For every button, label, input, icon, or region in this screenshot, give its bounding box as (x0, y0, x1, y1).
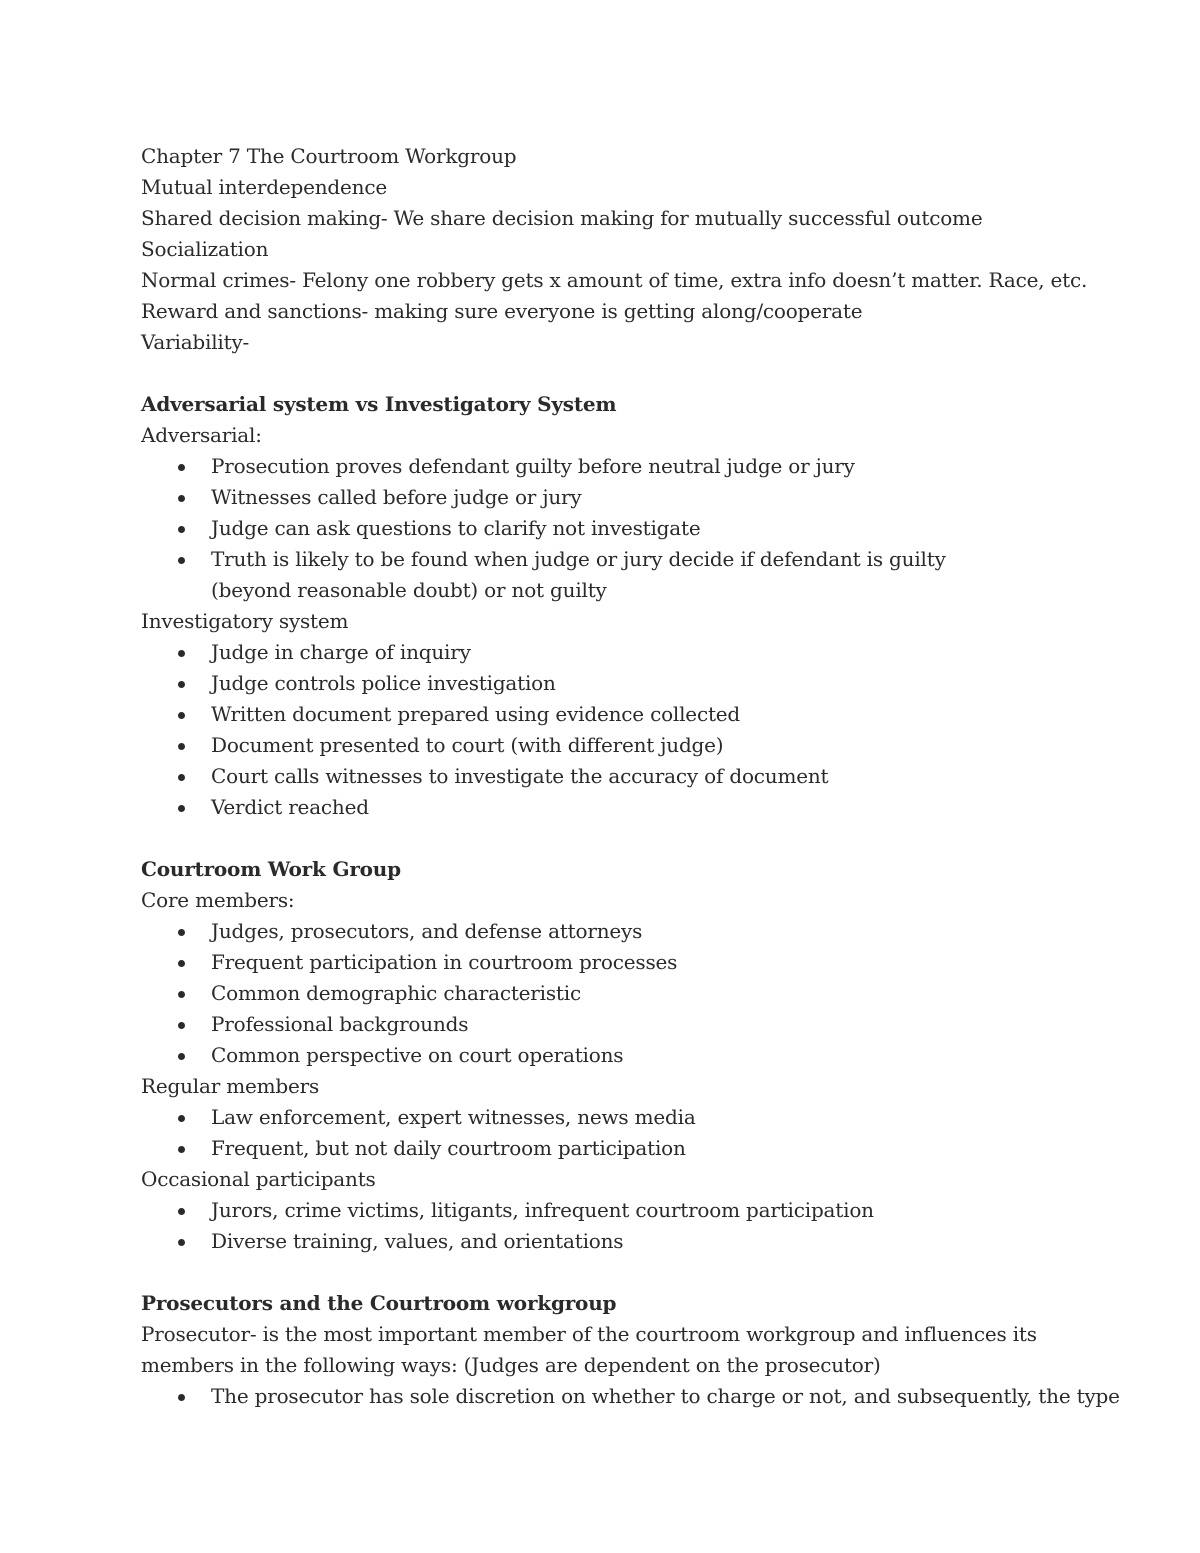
adversarial-list (141, 451, 1081, 606)
occasional-list (141, 1195, 1081, 1257)
list-item: The prosecutor has sole discretion on whether to charge or not, and subsequently, the type (211, 1381, 1081, 1412)
bullet-icon (178, 1115, 185, 1122)
intro-line: Shared decision making- We share decision making for mutually successful outcome (141, 206, 983, 230)
spacer (141, 358, 1081, 389)
spacer (141, 823, 1081, 854)
bullet-icon (178, 712, 185, 719)
prosecutor-list (141, 1381, 1120, 1412)
bullet-icon (178, 1394, 185, 1401)
list-item: Frequent participation in courtroom processes (211, 947, 1081, 978)
spacer (141, 1257, 1081, 1288)
intro-line: Normal crimes- Felony one robbery gets x amount of time, extra info doesn’t matter. Race, etc. (141, 268, 1088, 292)
list-item: Witnesses called before judge or jury (211, 482, 1081, 513)
bullet-icon (178, 805, 185, 812)
list-item: Verdict reached (211, 792, 1081, 823)
document-title: Chapter 7 The Courtroom Workgroup (141, 144, 517, 168)
bullet-icon (178, 1022, 185, 1029)
prosecutor-paragraph-line: members in the following ways: (Judges are dependent on the prosecutor) (141, 1353, 881, 1377)
bullet-icon (178, 526, 185, 533)
bullet-icon (178, 929, 185, 936)
bullet-icon (178, 495, 185, 502)
list-item: Judge in charge of inquiry (211, 637, 1081, 668)
list-item: Judge can ask questions to clarify not investigate (211, 513, 1081, 544)
bullet-icon (178, 1208, 185, 1215)
regular-list (141, 1102, 1081, 1164)
bullet-icon (178, 557, 185, 564)
list-item: Common demographic characteristic (211, 978, 1081, 1009)
bullet-icon (178, 1053, 185, 1060)
list-item: Prosecution proves defendant guilty before neutral judge or jury (211, 451, 1081, 482)
occasional-label: Occasional participants (141, 1167, 376, 1191)
list-item: Diverse training, values, and orientations (211, 1226, 1081, 1257)
intro-line: Variability- (141, 330, 250, 354)
core-list (141, 916, 1081, 1071)
list-item: Truth is likely to be found when judge or jury decide if defendant is guilty (beyond reasonable doubt) or not guilty (211, 544, 1081, 606)
bullet-icon (178, 743, 185, 750)
list-item: Common perspective on court operations (211, 1040, 1081, 1071)
list-item: Written document prepared using evidence collected (211, 699, 1081, 730)
investigatory-list (141, 637, 1081, 823)
document-page (141, 141, 1120, 1412)
list-item: Professional backgrounds (211, 1009, 1081, 1040)
bullet-icon (178, 1239, 185, 1246)
bullet-icon (178, 991, 185, 998)
list-item: Court calls witnesses to investigate the accuracy of document (211, 761, 1081, 792)
bullet-icon (178, 774, 185, 781)
section-heading-adversarial: Adversarial system vs Investigatory System (141, 392, 617, 416)
bullet-icon (178, 681, 185, 688)
list-item: Law enforcement, expert witnesses, news media (211, 1102, 1081, 1133)
investigatory-label: Investigatory system (141, 609, 349, 633)
list-item: Judge controls police investigation (211, 668, 1081, 699)
bullet-icon (178, 960, 185, 967)
list-item: Document presented to court (with different judge) (211, 730, 1081, 761)
core-label: Core members: (141, 888, 295, 912)
intro-line: Mutual interdependence (141, 175, 387, 199)
intro-line: Socialization (141, 237, 269, 261)
list-item: Frequent, but not daily courtroom participation (211, 1133, 1081, 1164)
bullet-icon (178, 1146, 185, 1153)
section-heading-workgroup: Courtroom Work Group (141, 857, 401, 881)
bullet-icon (178, 464, 185, 471)
prosecutor-paragraph-line: Prosecutor- is the most important member of the courtroom workgroup and influences its (141, 1322, 1037, 1346)
section-heading-prosecutors: Prosecutors and the Courtroom workgroup (141, 1291, 617, 1315)
list-item: Jurors, crime victims, litigants, infrequent courtroom participation (211, 1195, 1081, 1226)
bullet-icon (178, 650, 185, 657)
adversarial-label: Adversarial: (141, 423, 262, 447)
list-item: Judges, prosecutors, and defense attorneys (211, 916, 1081, 947)
intro-line: Reward and sanctions- making sure everyone is getting along/cooperate (141, 299, 863, 323)
regular-label: Regular members (141, 1074, 320, 1098)
